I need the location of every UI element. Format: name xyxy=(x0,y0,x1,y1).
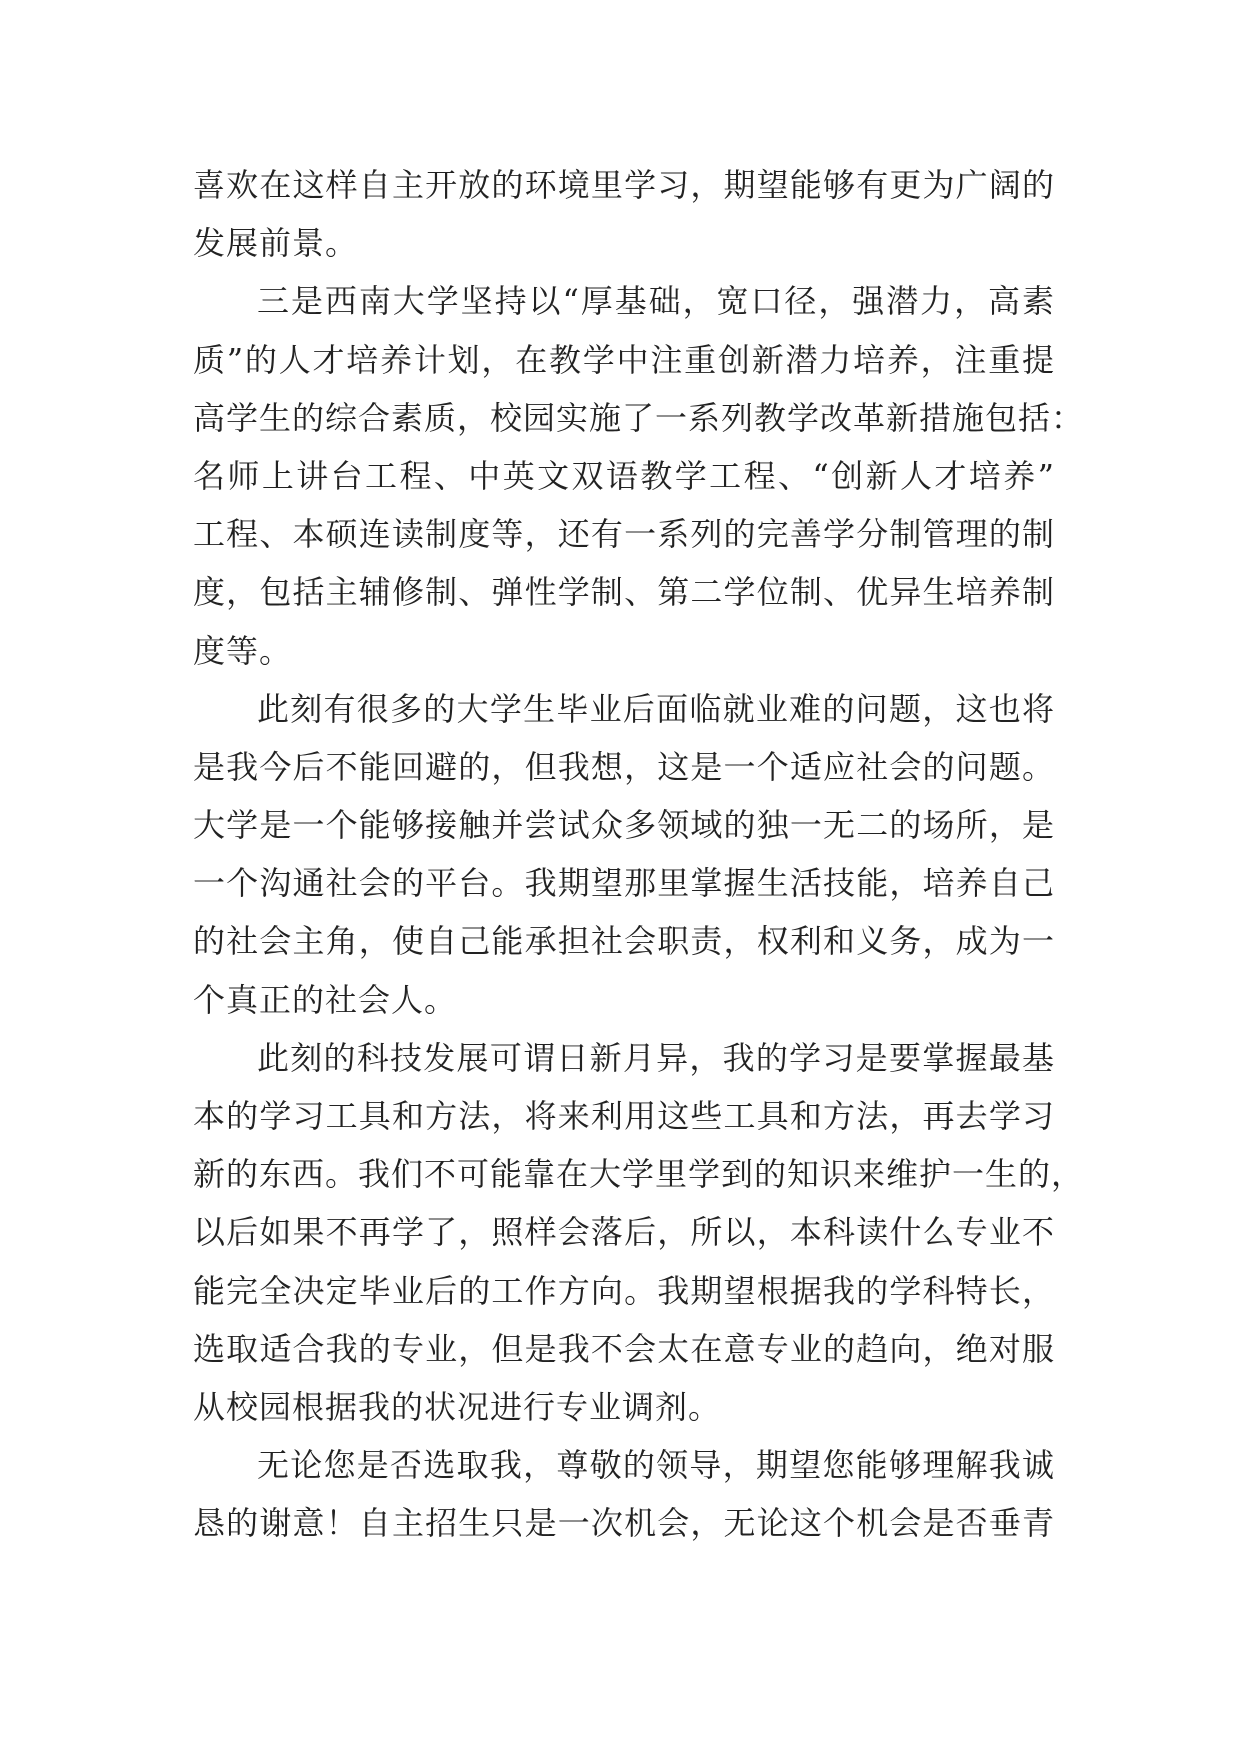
text-line: 以后如果不再学了，照样会落后，所以，本科读什么专业不 xyxy=(193,1213,1055,1252)
text-line: 能完全决定毕业后的工作方向。我期望根据我的学科特长， xyxy=(193,1271,1055,1310)
paragraph xyxy=(193,156,1055,272)
text-line: 高学生的综合素质，校园实施了一系列教学改革新措施包括： xyxy=(193,398,1085,437)
text-line: 个真正的社会人。 xyxy=(193,980,458,1019)
text-line: 恳的谢意！自主招生只是一次机会，无论这个机会是否垂青 xyxy=(193,1504,1055,1543)
text-line: 三是西南大学坚持以“厚基础，宽口径，强潜力，高素 xyxy=(257,282,1055,321)
text-line: 一个沟通社会的平台。我期望那里掌握生活技能，培养自己 xyxy=(193,864,1055,903)
text-line: 的社会主角，使自己能承担社会职责，权利和义务，成为一 xyxy=(193,922,1055,961)
text-line: 此刻有很多的大学生毕业后面临就业难的问题，这也将 xyxy=(257,689,1055,728)
document-body xyxy=(193,156,1085,1553)
text-line: 质”的人才培养计划，在教学中注重创新潜力培养，注重提 xyxy=(193,340,1055,379)
text-line: 大学是一个能够接触并尝试众多领域的独一无二的场所，是 xyxy=(193,806,1055,845)
text-line: 无论您是否选取我，尊敬的领导，期望您能够理解我诚 xyxy=(257,1446,1055,1485)
text-line: 从校园根据我的状况进行专业调剂。 xyxy=(193,1387,722,1426)
text-line: 发展前景。 xyxy=(193,224,359,263)
text-line: 度等。 xyxy=(193,631,293,670)
text-line: 选取适合我的专业，但是我不会太在意专业的趋向，绝对服 xyxy=(193,1329,1055,1368)
paragraph xyxy=(193,1029,1085,1436)
text-line: 此刻的科技发展可谓日新月异，我的学习是要掌握最基 xyxy=(257,1038,1055,1077)
text-line: 度，包括主辅修制、弹性学制、第二学位制、优异生培养制 xyxy=(193,573,1055,612)
text-line: 新的东西。我们不可能靠在大学里学到的知识来维护一生的， xyxy=(193,1155,1085,1194)
text-line: 是我今后不能回避的，但我想，这是一个适应社会的问题。 xyxy=(193,747,1055,786)
text-line: 喜欢在这样自主开放的环境里学习，期望能够有更为广阔的 xyxy=(193,166,1055,204)
text-line: 工程、本硕连读制度等，还有一系列的完善学分制管理的制 xyxy=(193,515,1055,554)
text-line: 名师上讲台工程、中英文双语教学工程、“创新人才培养” xyxy=(193,456,1055,495)
paragraph xyxy=(193,272,1085,679)
paragraph xyxy=(193,680,1055,1029)
paragraph xyxy=(193,1436,1055,1552)
text-line: 本的学习工具和方法，将来利用这些工具和方法，再去学习 xyxy=(193,1097,1055,1135)
